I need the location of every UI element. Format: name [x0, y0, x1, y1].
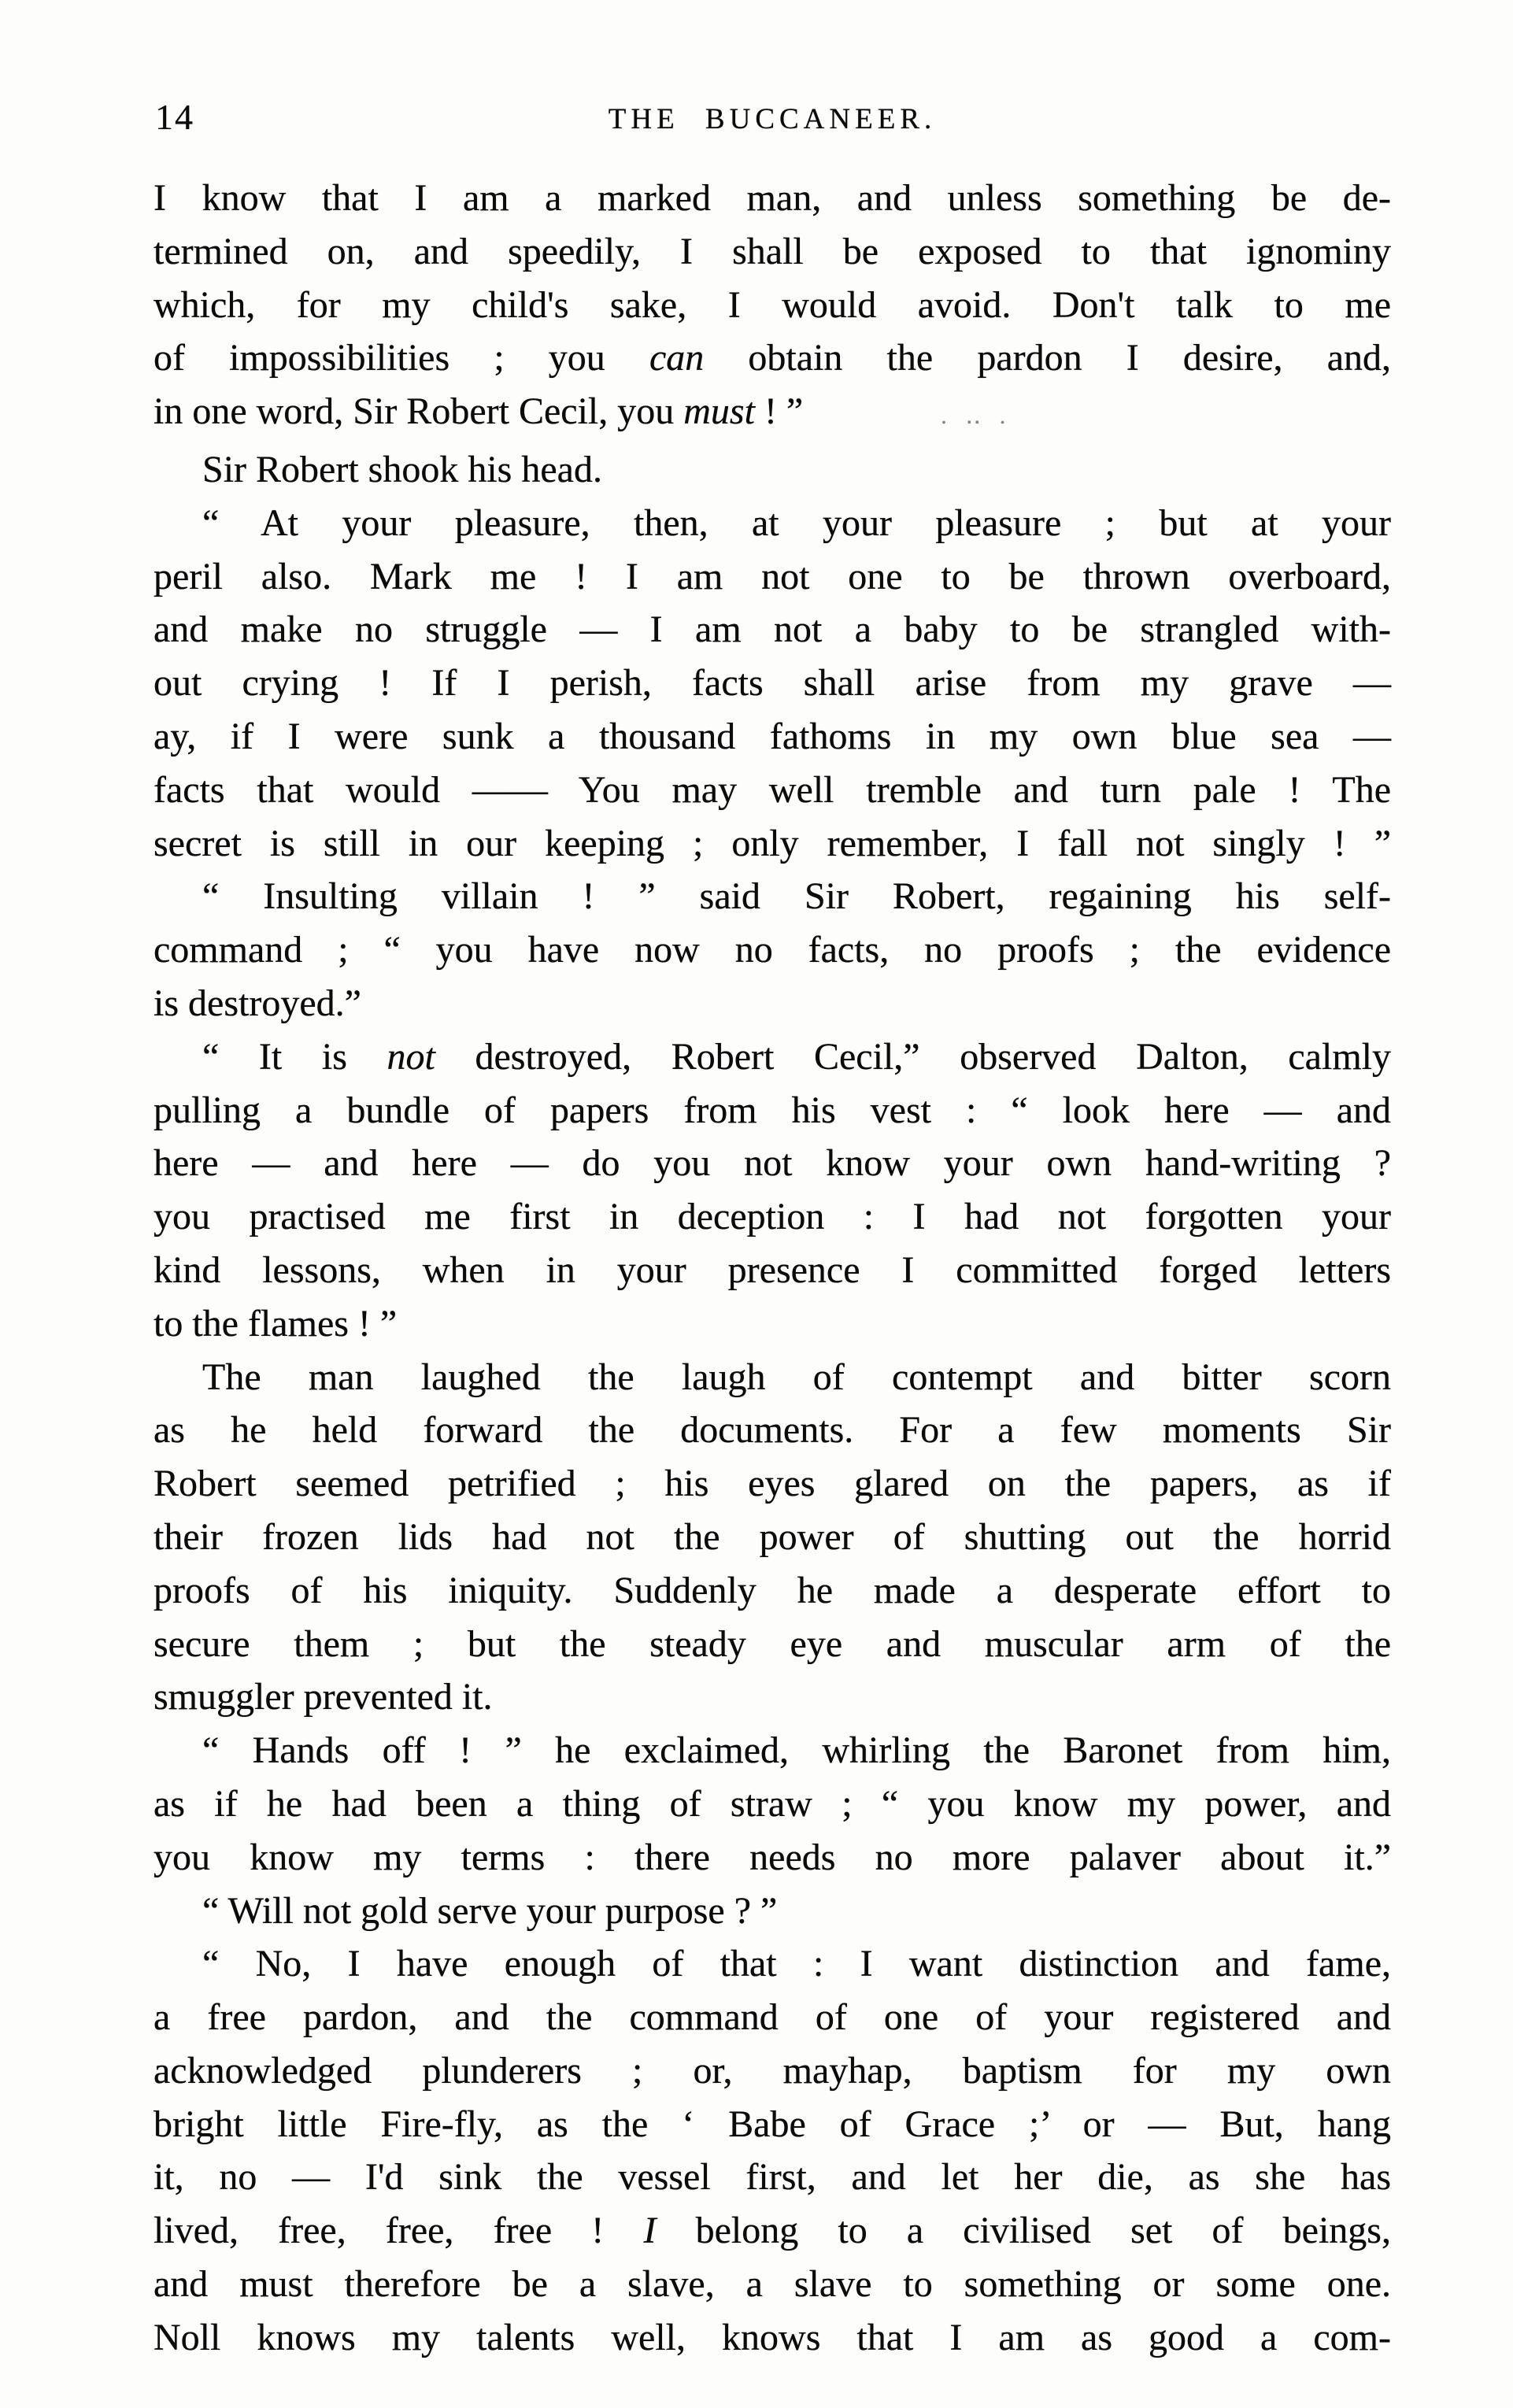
text-line [154, 225, 1391, 279]
text-line [154, 443, 1391, 497]
text-segment: lived, free, free, free ! [154, 2210, 644, 2252]
text-segment: peril also. Mark me ! I am not one to be thrown overboard, [154, 555, 1391, 597]
text-line [154, 331, 1391, 385]
text-segment: command ; “ you have now no facts, no proofs ; the evidence [154, 929, 1391, 971]
text-segment: ay, if I were sunk a thousand fathoms in my own blue sea — [154, 715, 1391, 757]
text-line [154, 817, 1391, 871]
text-line [154, 1190, 1391, 1244]
text-line [154, 1618, 1391, 1671]
text-segment: it, no — I'd sink the vessel first, and let her die, as she has [154, 2156, 1391, 2199]
text-line [154, 279, 1391, 332]
text-segment: “ It is [202, 1035, 387, 1078]
text-segment: here — and here — do you not know your own hand-writing ? [154, 1142, 1391, 1185]
text-segment: ! ” [754, 390, 804, 433]
text-segment: to the flames ! ” [154, 1302, 398, 1345]
text-segment: obtain the pardon I desire, and, [704, 337, 1391, 379]
text-segment: destroyed, Robert Cecil,” observed Dalton, calmly [435, 1035, 1391, 1078]
text-line [154, 1670, 1391, 1724]
text-line [154, 385, 1391, 443]
text-segment: secret is still in our keeping ; only remember, I fall not singly ! ” [154, 822, 1391, 864]
text-segment: Robert seemed petrified ; his eyes glared on the papers, as if [154, 1463, 1391, 1505]
text-segment: in one word, Sir Robert Cecil, you [154, 390, 684, 433]
text-segment: acknowledged plunderers ; or, mayhap, baptism for my own [154, 2049, 1391, 2092]
text-line [154, 1511, 1391, 1564]
text-line [154, 1724, 1391, 1777]
text-block [154, 172, 1391, 2365]
text-line [154, 1564, 1391, 1618]
text-line [154, 2151, 1391, 2204]
text-segment: their frozen lids had not the power of shutting out the horrid [154, 1515, 1391, 1558]
text-segment: as if he had been a thing of straw ; “ you know my power, and [154, 1782, 1391, 1825]
text-line [154, 1351, 1391, 1404]
text-segment: “ Hands off ! ” he exclaimed, whirling the Baronet from him, [202, 1729, 1391, 1772]
text-line [154, 1937, 1391, 1991]
text-segment: a free pardon, and the command of one of your registered and [154, 1996, 1391, 2039]
text-line [154, 550, 1391, 604]
text-segment: “ Will not gold serve your purpose ? ” [202, 1889, 778, 1932]
text-line [154, 603, 1391, 657]
text-line [154, 977, 1391, 1030]
text-segment: I know that I am a marked man, and unless something be de- [154, 177, 1391, 219]
text-line [154, 497, 1391, 550]
text-line [154, 2098, 1391, 2151]
text-line [154, 923, 1391, 977]
text-segment: facts that would —— You may well tremble and turn pale ! The [154, 768, 1391, 811]
text-segment: bright little Fire-fly, as the ‘ Babe of Grace ;’ or — But, hang [154, 2103, 1391, 2145]
text-line [154, 1297, 1391, 1351]
italic-text: I [643, 2210, 657, 2252]
text-line [154, 2204, 1391, 2258]
text-line [154, 1457, 1391, 1511]
text-segment: smuggler prevented it. [154, 1676, 493, 1718]
text-segment: termined on, and speedily, I shall be exposed to that ignominy [154, 230, 1391, 272]
text-line [154, 2044, 1391, 2098]
text-line [154, 1831, 1391, 1885]
text-segment: secure them ; but the steady eye and muscular arm of the [154, 1622, 1391, 1665]
text-segment: is destroyed.” [154, 982, 361, 1024]
text-segment: Sir Robert shook his head. [202, 448, 602, 490]
page-number: 14 [155, 97, 194, 137]
text-segment: as he held forward the documents. For a few moments Sir [154, 1409, 1391, 1452]
text-line [154, 1244, 1391, 1297]
italic-text: not [387, 1035, 435, 1078]
text-segment: and make no struggle — I am not a baby to be strangled with- [154, 608, 1391, 651]
text-line [154, 1885, 1391, 1938]
text-segment: kind lessons, when in your presence I committed forged letters [154, 1248, 1391, 1291]
text-line [154, 172, 1391, 225]
text-line [154, 657, 1391, 710]
text-segment: you know my terms : there needs no more palaver about it.” [154, 1836, 1391, 1878]
text-line [154, 1084, 1391, 1137]
text-line [154, 2311, 1391, 2365]
text-line [154, 1404, 1391, 1457]
text-line [154, 1777, 1391, 1831]
text-line [154, 1030, 1391, 1084]
text-segment: of impossibilities ; you [154, 337, 649, 379]
text-line [154, 1991, 1391, 2044]
italic-text: must [683, 390, 755, 433]
text-segment: Noll knows my talents well, knows that I am as good a com- [154, 2316, 1391, 2358]
text-segment: you practised me first in deception : I had not forgotten your [154, 1196, 1391, 1238]
text-segment: out crying ! If I perish, facts shall arise from my grave — [154, 662, 1391, 705]
ink-artifact: . ‥ . [941, 403, 1012, 430]
text-segment: “ At your pleasure, then, at your pleasure ; but at your [202, 501, 1391, 544]
text-segment: “ Insulting villain ! ” said Sir Robert, regaining his self- [202, 875, 1391, 918]
text-segment: belong to a civilised set of beings, [656, 2210, 1391, 2252]
running-title: THE BUCCANEER. [608, 103, 937, 135]
text-segment: pulling a bundle of papers from his vest : “ look here — and [154, 1089, 1391, 1131]
italic-text: can [649, 337, 705, 379]
text-segment: “ No, I have enough of that : I want distinction and fame, [202, 1943, 1391, 1985]
text-segment: proofs of his iniquity. Suddenly he made a desperate effort to [154, 1569, 1391, 1611]
text-line [154, 710, 1391, 764]
text-line [154, 1137, 1391, 1190]
text-segment: The man laughed the laugh of contempt and bitter scorn [202, 1356, 1391, 1398]
text-line [154, 870, 1391, 923]
text-segment: and must therefore be a slave, a slave to something or some one. [154, 2263, 1391, 2306]
text-segment: which, for my child's sake, I would avoid. Don't talk to me [154, 283, 1391, 326]
text-line [154, 2258, 1391, 2311]
text-line [154, 764, 1391, 817]
